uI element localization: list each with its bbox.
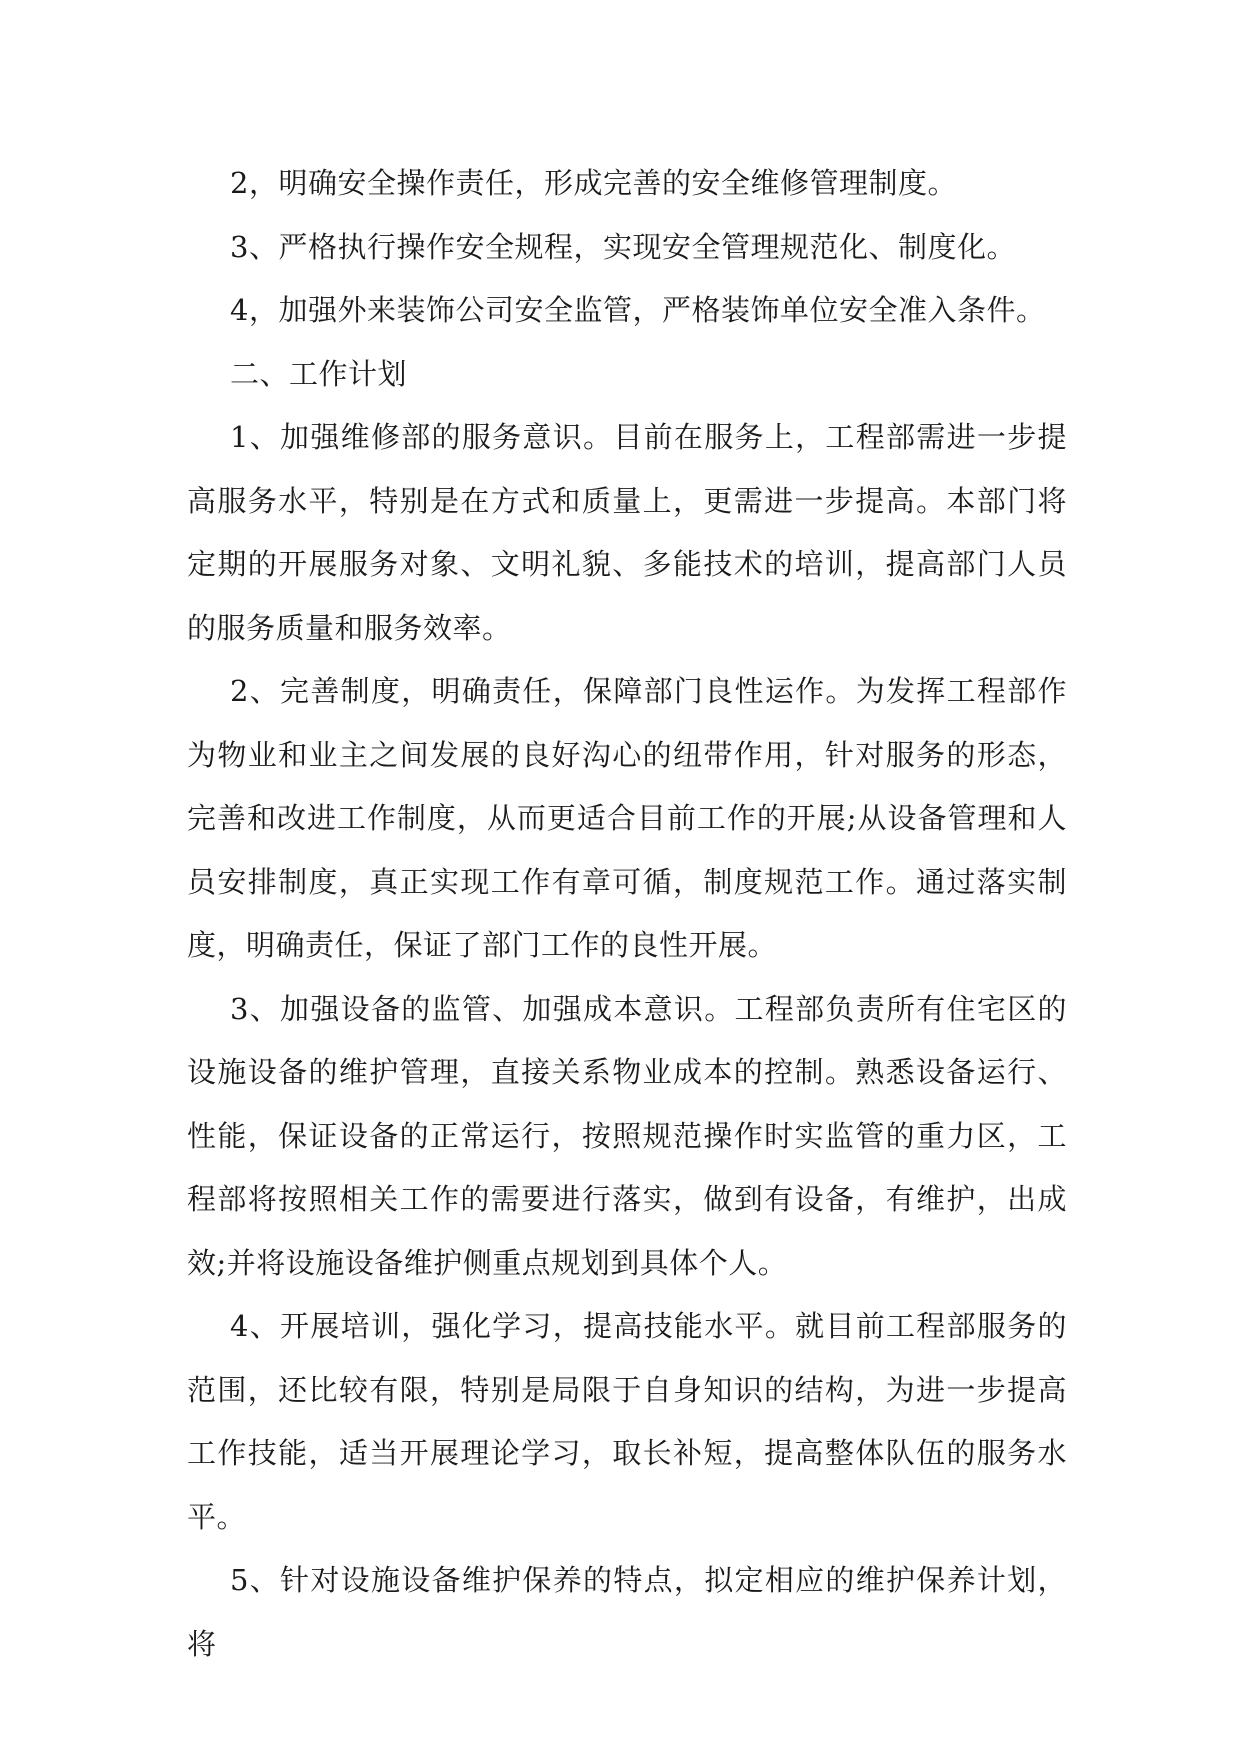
section-heading-work-plan: 二、工作计划 — [230, 356, 408, 391]
paragraph-contractor-supervision: 4，加强外来装饰公司安全监管，严格装饰单位安全准入条件。 — [230, 293, 1046, 327]
paragraph-equipment-supervision: 3、加强设备的监管、加强成本意识。工程部负责所有住宅区的设施设备的维护管理，直接关系物业成本的控制。熟悉设备运行、性能，保证设备的正常运行，按照规范操作时实监管的重力区，工程部将按照相关工作的需要进行落实，做到有设备，有维护，出成效;并将设施设备维护侧重点规划到具体个人。 — [187, 991, 1067, 1280]
paragraph-training: 4、开展培训，强化学习，提高技能水平。就目前工程部服务的范围，还比较有限，特别是局限于自身知识的结构，为进一步提高工作技能，适当开展理论学习，取长补短，提高整体队伍的服务水平。 — [187, 1309, 1067, 1534]
paragraph-maintenance-plan: 5、针对设施设备维护保养的特点，拟定相应的维护保养计划，将 — [187, 1563, 1067, 1661]
document-body — [187, 152, 1067, 1676]
paragraph-service-awareness: 1、加强维修部的服务意识。目前在服务上，工程部需进一步提高服务水平，特别是在方式和质量上，更需进一步提高。本部门将定期的开展服务对象、文明礼貌、多能技术的培训，提高部门人员的服务质量和服务效率。 — [187, 420, 1067, 645]
paragraph-safety-responsibility: 2，明确安全操作责任，形成完善的安全维修管理制度。 — [230, 166, 957, 200]
paragraph-safety-procedures: 3、严格执行操作安全规程，实现安全管理规范化、制度化。 — [230, 229, 1016, 264]
paragraph-improve-systems: 2、完善制度，明确责任，保障部门良性运作。为发挥工程部作为物业和业主之间发展的良好沟心的纽带作用，针对服务的形态，完善和改进工作制度，从而更适合目前工作的开展;从设备管理和人员安排制度，真正实现工作有章可循，制度规范工作。通过落实制度，明确责任，保证了部门工作的良性开展。 — [187, 674, 1067, 962]
